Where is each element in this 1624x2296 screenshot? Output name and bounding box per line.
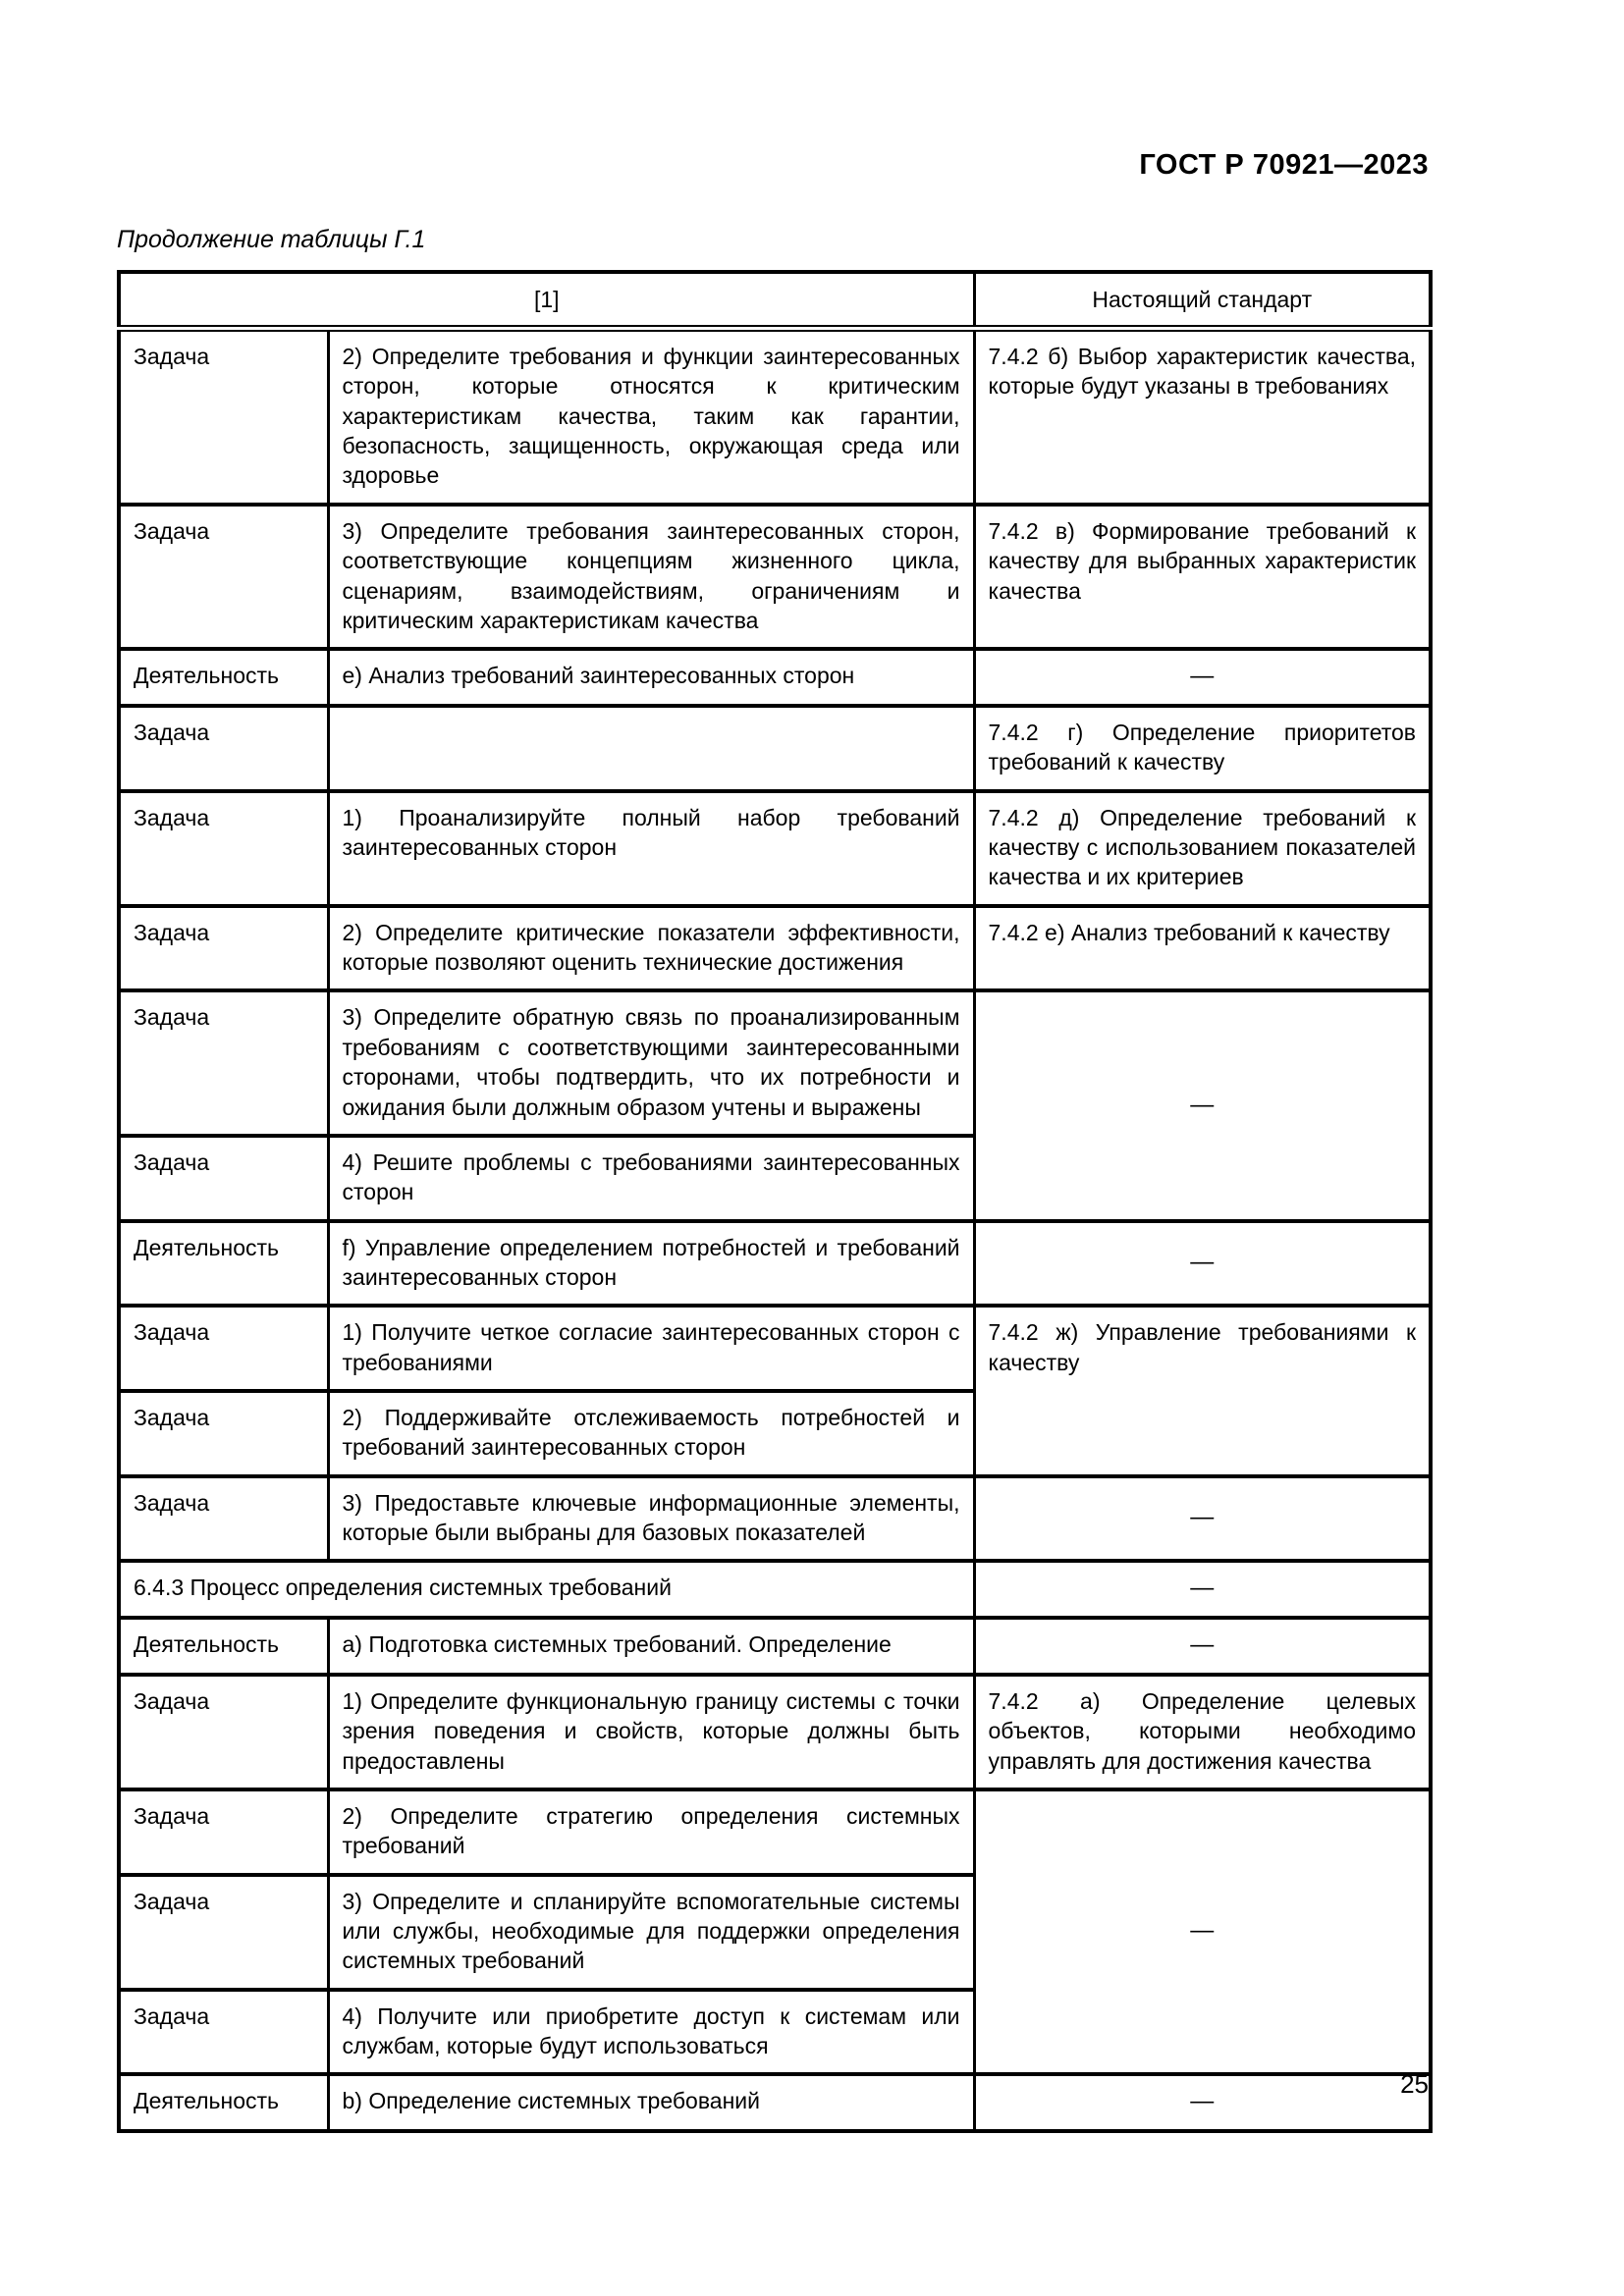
continuation-table: [117, 270, 1433, 2133]
table-row: [119, 706, 1431, 791]
cell-row-type: Задача: [119, 1391, 328, 1476]
table-header: [119, 272, 1431, 329]
table-row: [119, 649, 1431, 706]
cell-standard-dash: —: [974, 2074, 1431, 2131]
cell-source-text: 1) Получите четкое согласие заинтересованных сторон с требованиями: [328, 1306, 974, 1391]
cell-standard-dash: —: [974, 1561, 1431, 1618]
cell-row-type: Задача: [119, 1306, 328, 1391]
cell-row-type: Деятельность: [119, 2074, 328, 2131]
cell-source-text: 2) Определите требования и функции заинтересованных сторон, которые относятся к критическим характеристикам качества, таким как гарантии, безопасность, защищенность, окружающая среда или здоровье: [328, 329, 974, 505]
doc-code: ГОСТ Р 70921—2023: [1139, 149, 1429, 181]
cell-standard-dash: —: [974, 990, 1431, 1220]
page-number: 25: [1400, 2069, 1429, 2099]
header-cell-source: [1]: [119, 272, 974, 329]
cell-standard-text: 7.4.2 е) Анализ требований к качеству: [974, 906, 1431, 991]
cell-source-text: 2) Определите стратегию определения системных требований: [328, 1789, 974, 1875]
cell-standard-text: 7.4.2 г) Определение приоритетов требований к качеству: [974, 706, 1431, 791]
cell-standard-text: 7.4.2 д) Определение требований к качеству с использованием показателей качества и их критериев: [974, 791, 1431, 906]
table-row: [119, 505, 1431, 649]
table-row: [119, 1561, 1431, 1618]
table-row: [119, 1221, 1431, 1307]
cell-source-text: b) Определение системных требований: [328, 2074, 974, 2131]
cell-standard-dash: —: [974, 649, 1431, 706]
cell-source-text: 3) Определите и спланируйте вспомогательные системы или службы, необходимые для поддержки определения системных требований: [328, 1875, 974, 1990]
table-row: [119, 1618, 1431, 1675]
cell-source-text: 1) Проанализируйте полный набор требований заинтересованных сторон: [328, 791, 974, 906]
cell-row-type: Деятельность: [119, 649, 328, 706]
cell-standard-text: 7.4.2 ж) Управление требованиями к качеству: [974, 1306, 1431, 1475]
cell-row-type: Деятельность: [119, 1221, 328, 1307]
table-row: [119, 906, 1431, 991]
cell-standard-dash: —: [974, 1618, 1431, 1675]
table-row: [119, 2074, 1431, 2131]
cell-row-type: Задача: [119, 1675, 328, 1789]
cell-source-text: f) Управление определением потребностей и требований заинтересованных сторон: [328, 1221, 974, 1307]
cell-source-text: [328, 706, 974, 791]
table-row: [119, 1306, 1431, 1391]
cell-standard-dash: —: [974, 1789, 1431, 2075]
cell-standard-dash: —: [974, 1476, 1431, 1562]
cell-row-type: Задача: [119, 791, 328, 906]
table-row: [119, 990, 1431, 1135]
table-header-row: [119, 272, 1431, 329]
cell-standard-dash: —: [974, 1221, 1431, 1307]
cell-row-type: Задача: [119, 990, 328, 1135]
cell-row-type: Задача: [119, 505, 328, 649]
table-row: [119, 791, 1431, 906]
cell-row-type: Задача: [119, 1789, 328, 1875]
cell-standard-text: 7.4.2 в) Формирование требований к качеству для выбранных характеристик качества: [974, 505, 1431, 649]
table-row: [119, 329, 1431, 505]
cell-source-text: 2) Поддерживайте отслеживаемость потребностей и требований заинтересованных сторон: [328, 1391, 974, 1476]
table-caption: Продолжение таблицы Г.1: [117, 226, 426, 253]
table-row: [119, 1675, 1431, 1789]
cell-source-text: a) Подготовка системных требований. Определение: [328, 1618, 974, 1675]
cell-row-type: Деятельность: [119, 1618, 328, 1675]
cell-row-type: Задача: [119, 1990, 328, 2075]
cell-standard-text: 7.4.2 а) Определение целевых объектов, которыми необходимо управлять для достижения качества: [974, 1675, 1431, 1789]
cell-row-type: Задача: [119, 706, 328, 791]
cell-source-text: 3) Предоставьте ключевые информационные элементы, которые были выбраны для базовых показателей: [328, 1476, 974, 1562]
cell-section-title: 6.4.3 Процесс определения системных требований: [119, 1561, 974, 1618]
header-cell-standard: Настоящий стандарт: [974, 272, 1431, 329]
cell-row-type: Задача: [119, 1875, 328, 1990]
cell-row-type: Задача: [119, 1476, 328, 1562]
cell-source-text: 3) Определите обратную связь по проанализированным требованиям с соответствующими заинтересованными сторонами, чтобы подтвердить, что их потребности и ожидания были должным образом учтены и выражены: [328, 990, 974, 1135]
cell-row-type: Задача: [119, 1136, 328, 1221]
table-row: [119, 1789, 1431, 1875]
cell-source-text: 3) Определите требования заинтересованных сторон, соответствующие концепциям жизненного цикла, сценариям, взаимодействиям, ограничениям и критическим характеристикам качества: [328, 505, 974, 649]
cell-source-text: e) Анализ требований заинтересованных сторон: [328, 649, 974, 706]
cell-source-text: 4) Решите проблемы с требованиями заинтересованных сторон: [328, 1136, 974, 1221]
cell-source-text: 1) Определите функциональную границу системы с точки зрения поведения и свойств, которые должны быть предоставлены: [328, 1675, 974, 1789]
table-body: [119, 329, 1431, 2132]
table-row: [119, 1476, 1431, 1562]
cell-row-type: Задача: [119, 906, 328, 991]
cell-standard-text: 7.4.2 б) Выбор характеристик качества, которые будут указаны в требованиях: [974, 329, 1431, 505]
cell-row-type: Задача: [119, 329, 328, 505]
cell-source-text: 4) Получите или приобретите доступ к системам или службам, которые будут использоваться: [328, 1990, 974, 2075]
cell-source-text: 2) Определите критические показатели эффективности, которые позволяют оценить технические достижения: [328, 906, 974, 991]
